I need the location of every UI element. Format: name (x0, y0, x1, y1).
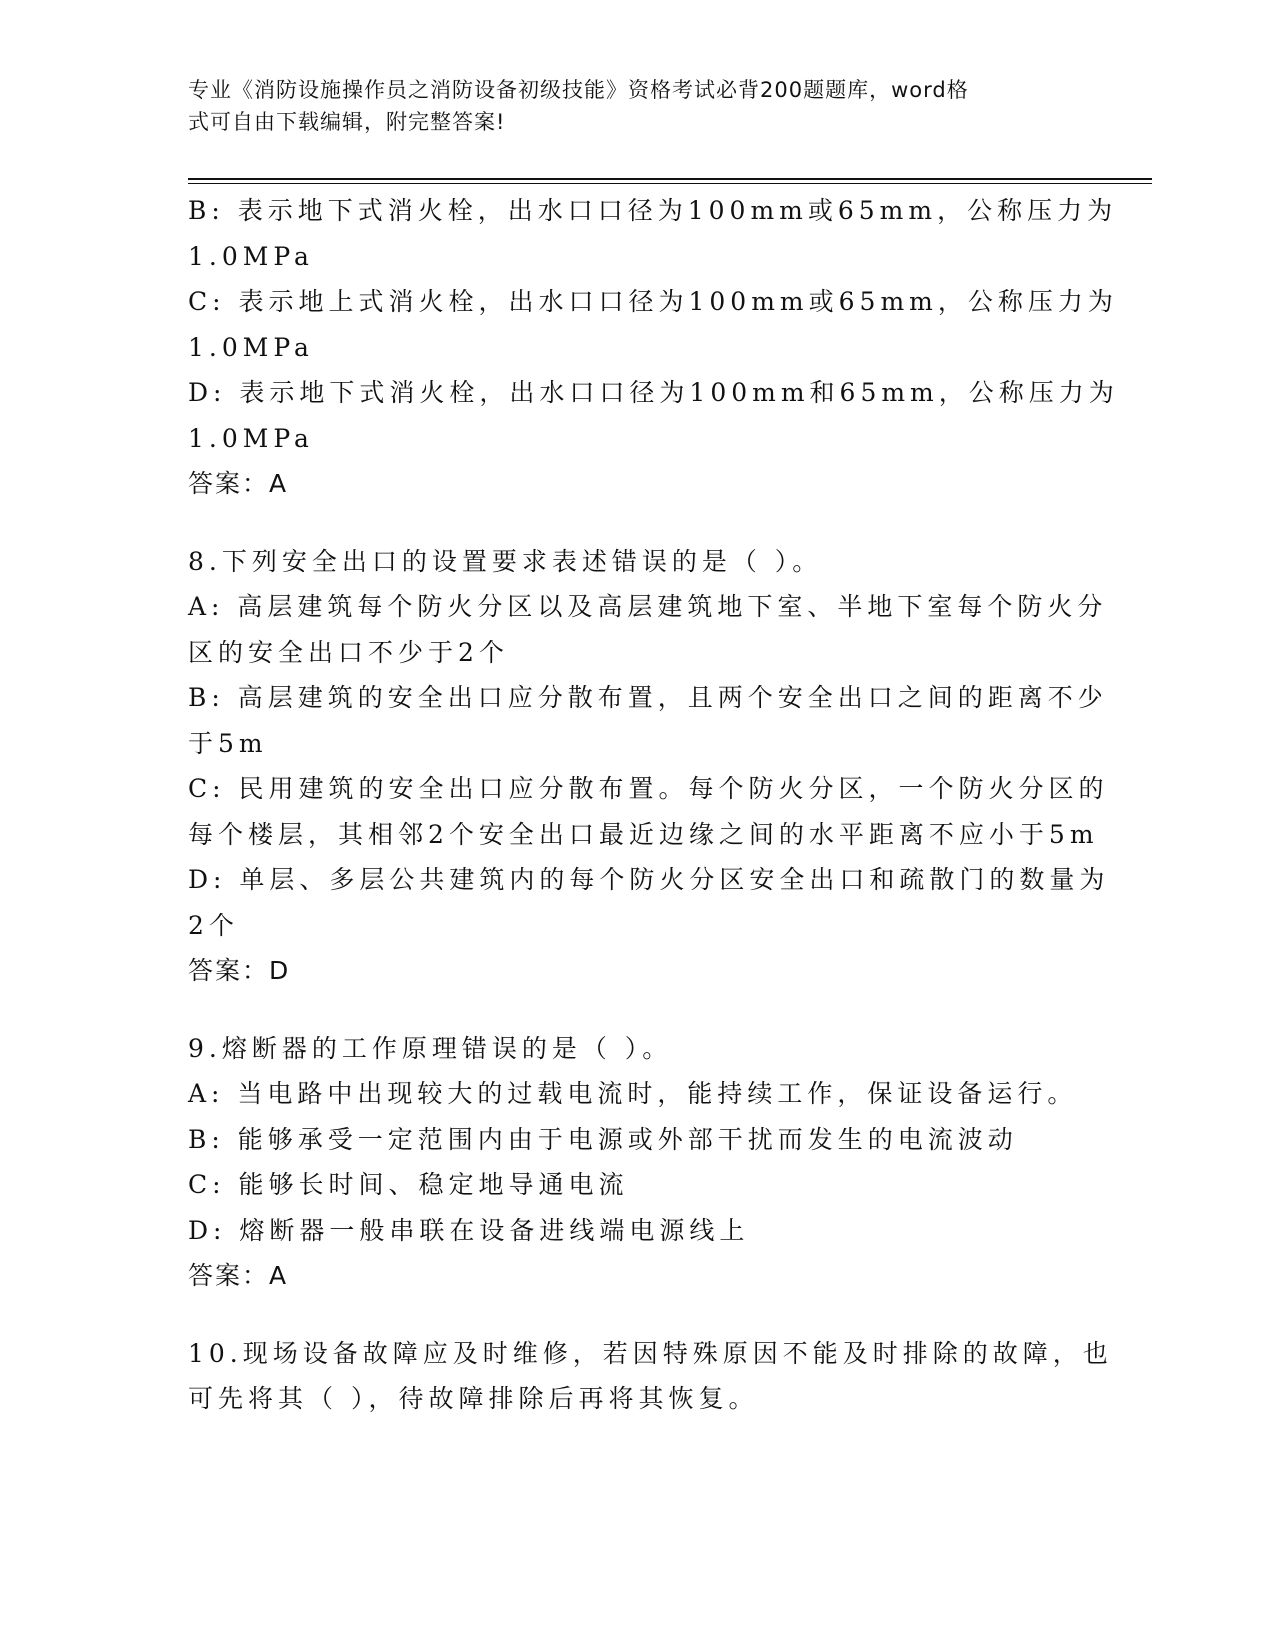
q9-option-d: D: 熔断器一般串联在设备进线端电源线上 (188, 1215, 750, 1245)
document-header (188, 74, 1068, 138)
q8-option-b-line-2: 于5m (188, 728, 268, 758)
q8-option-d-line-2: 2个 (188, 910, 239, 940)
q7-option-b-line-1: B: 表示地下式消火栓，出水口口径为100mm或65mm，公称压力为 (188, 196, 1118, 225)
q8-option-a-line-1: A: 高层建筑每个防火分区以及高层建筑地下室、半地下室每个防火分 (188, 592, 1108, 621)
spacer (188, 507, 1088, 539)
q8-option-c-line-2: 每个楼层，其相邻2个安全出口最近边缘之间的水平距离不应小于5m (188, 819, 1099, 849)
question-10 (188, 1331, 1113, 1422)
header-divider-thick (188, 178, 1152, 180)
q10-stem-line-1: 10.现场设备故障应及时维修，若因特殊原因不能及时排除的故障，也 (188, 1338, 1113, 1368)
q10-stem-line-2: 可先将其（ ），待故障排除后再将其恢复。 (188, 1384, 759, 1413)
q7-option-b-line-2: 1.0MPa (188, 241, 314, 271)
spacer (188, 994, 1088, 1026)
header-title-line-2: 式可自由下载编辑，附完整答案! (188, 110, 506, 134)
q8-answer: 答案：D (188, 956, 291, 985)
q9-stem: 9.熔断器的工作原理错误的是（ ）。 (188, 1033, 673, 1063)
header-divider-thin (188, 183, 1152, 184)
q7-option-d-line-2: 1.0MPa (188, 423, 314, 453)
q9-option-c: C: 能够长时间、稳定地导通电流 (188, 1170, 629, 1199)
q7-option-d-line-1: D: 表示地下式消火栓，出水口口径为100mm和65mm，公称压力为 (188, 378, 1119, 407)
q8-stem: 8.下列安全出口的设置要求表述错误的是（ ）。 (188, 546, 823, 576)
spacer (188, 1299, 1088, 1331)
question-7 (188, 188, 1119, 507)
q9-option-b: B: 能够承受一定范围内由于电源或外部干扰而发生的电流波动 (188, 1124, 1018, 1154)
document-body (188, 188, 1119, 1422)
q9-option-a: A: 当电路中出现较大的过载电流时，能持续工作，保证设备运行。 (188, 1079, 1078, 1108)
q8-option-c-line-1: C: 民用建筑的安全出口应分散布置。每个防火分区，一个防火分区的 (188, 774, 1109, 803)
q7-option-c-line-2: 1.0MPa (188, 332, 314, 362)
q9-answer: 答案：A (188, 1261, 289, 1290)
q8-option-d-line-1: D: 单层、多层公共建筑内的每个防火分区安全出口和疏散门的数量为 (188, 865, 1110, 894)
question-8 (188, 539, 1110, 994)
q8-option-b-line-1: B: 高层建筑的安全出口应分散布置，且两个安全出口之间的距离不少 (188, 683, 1108, 712)
question-9 (188, 1026, 1088, 1299)
q7-answer: 答案：A (188, 469, 289, 498)
q7-option-c-line-1: C: 表示地上式消火栓，出水口口径为100mm或65mm，公称压力为 (188, 287, 1118, 316)
q8-option-a-line-2: 区的安全出口不少于2个 (188, 637, 509, 667)
header-title-line-1: 专业《消防设施操作员之消防设备初级技能》资格考试必背200题题库，word格 (188, 78, 969, 102)
